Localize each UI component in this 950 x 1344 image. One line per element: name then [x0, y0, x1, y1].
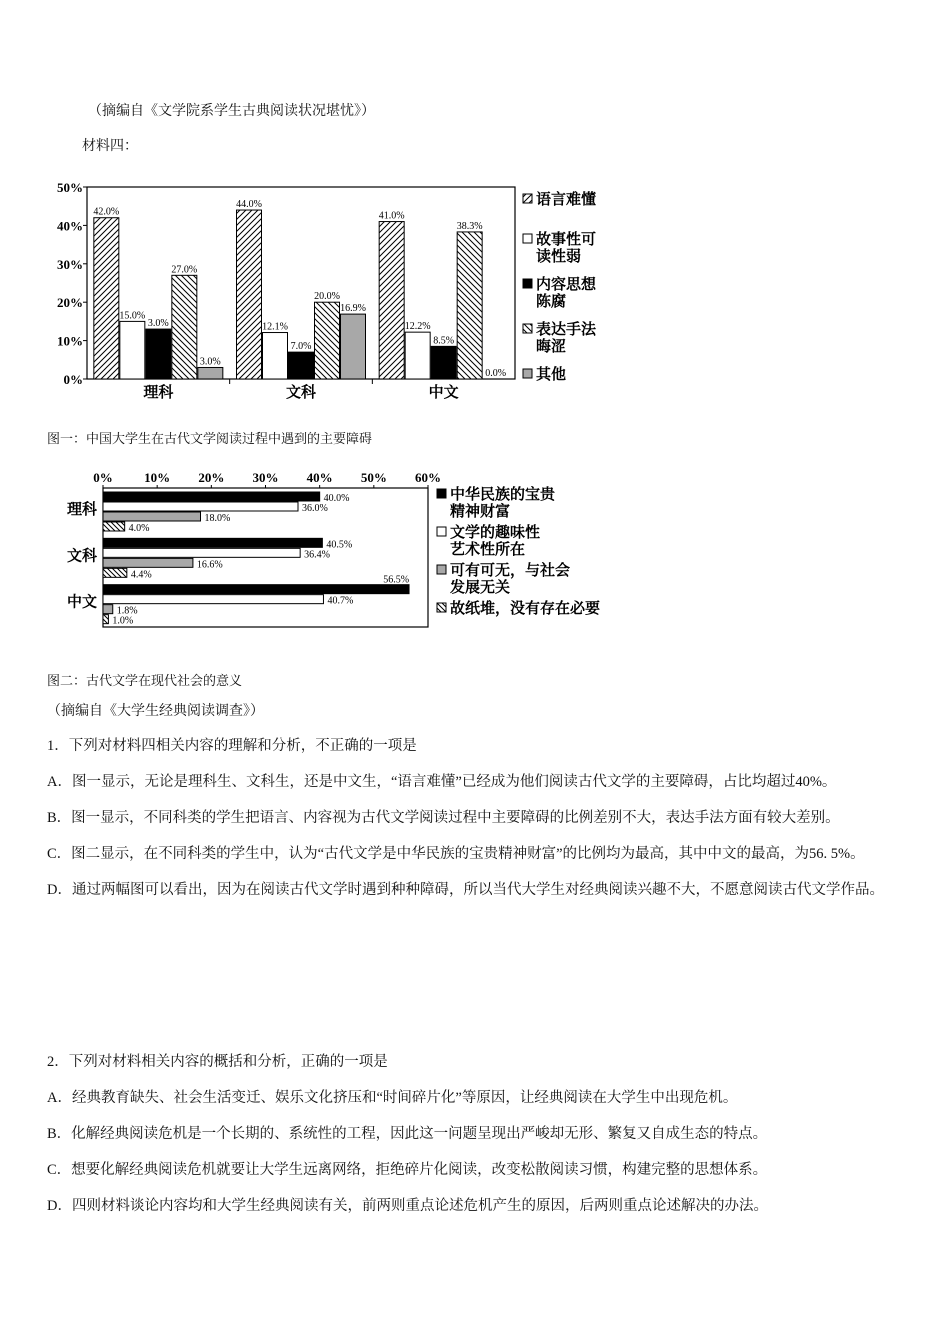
- question-one: [47, 728, 909, 908]
- bar: [103, 585, 409, 594]
- question-two-option-d: D．四则材料谈论内容均和大学生经典阅读有关，前两则重点论述危机产生的原因，后两则重点论述解决的办法。: [47, 1198, 768, 1214]
- legend-label: 发展无关: [450, 580, 511, 596]
- legend-label: 表达手法: [536, 322, 597, 338]
- data-label: 56.5%: [383, 574, 410, 586]
- bar: [315, 302, 340, 379]
- figure-two-caption: 图二：古代文学在现代社会的意义: [47, 674, 243, 689]
- question-two: [47, 1044, 909, 1224]
- legend-swatch: [523, 234, 532, 243]
- y-category-label: 文科: [66, 548, 97, 565]
- bar: [103, 492, 320, 501]
- question-two-option-c: C．想要化解经典阅读危机就要让大学生远离网络，拒绝碎片化阅读，改变松散阅读习惯，构建完整的思想体系。: [47, 1162, 768, 1178]
- x-tick-label: 30%: [252, 470, 279, 485]
- legend-label: 艺术性所在: [450, 542, 526, 558]
- y-category-label: 理科: [66, 502, 97, 518]
- x-tick-label: 0%: [93, 470, 113, 485]
- source-citation-2: （摘编自《大学生经典阅读调查》）: [47, 703, 264, 719]
- bar: [457, 232, 482, 379]
- data-label: 12.1%: [262, 321, 288, 333]
- bar: [103, 502, 298, 511]
- legend-swatch: [437, 603, 446, 612]
- data-label: 16.9%: [340, 303, 366, 315]
- figure-one-bar-chart: [40, 170, 630, 410]
- legend-label: 晦涩: [536, 339, 567, 355]
- question-one-stem: 1．下列对材料四相关内容的理解和分析，不正确的一项是: [47, 738, 417, 754]
- x-tick-label: 10%: [144, 470, 171, 485]
- legend-label: 可有可无，与社会: [450, 563, 571, 579]
- data-label: 3.0%: [147, 318, 169, 330]
- bar: [341, 314, 366, 379]
- data-label: 4.4%: [130, 569, 152, 581]
- bar: [237, 210, 262, 379]
- y-tick-label: 0%: [63, 372, 83, 387]
- data-label: 40.5%: [326, 539, 353, 551]
- bar: [103, 615, 108, 624]
- legend-label: 中华民族的宝贵: [450, 487, 556, 503]
- source-citation-1: （摘编自《文学院系学生古典阅读状况堪忧》）: [88, 103, 375, 119]
- x-tick-label: 40%: [306, 470, 333, 485]
- legend-label: 故纸堆，没有存在必要: [450, 601, 601, 617]
- legend-swatch: [523, 279, 532, 288]
- legend-label: 读性弱: [536, 249, 582, 265]
- data-label: 7.0%: [290, 341, 312, 353]
- x-category-label: 中文: [428, 385, 459, 401]
- legend-swatch: [523, 324, 532, 333]
- data-label: 1.0%: [112, 615, 134, 627]
- bar: [103, 538, 322, 547]
- legend-swatch: [437, 527, 446, 536]
- bar: [289, 352, 314, 379]
- bar: [103, 522, 125, 531]
- data-label: 44.0%: [236, 199, 262, 211]
- legend-label: 语言难懂: [536, 192, 597, 208]
- question-two-option-a: A．经典教育缺失、社会生活变迁、娱乐文化挤压和“时间碎片化”等原因，让经典阅读在大学生中出现危机。: [47, 1090, 738, 1106]
- figure-one-caption: 图一：中国大学生在古代文学阅读过程中遇到的主要障碍: [47, 432, 373, 447]
- bar: [94, 218, 119, 379]
- x-tick-label: 20%: [198, 470, 225, 485]
- figure-two-bar-chart: [55, 466, 625, 636]
- bar: [263, 333, 288, 379]
- legend-label: 故事性可: [536, 232, 597, 248]
- question-two-option-b: B．化解经典阅读危机是一个长期的、系统性的工程，因此这一问题呈现出严峻却无形、繁复又自成生态的特点。: [47, 1126, 768, 1142]
- question-one-option-c: C．图二显示，在不同科类的学生中，认为“古代文学是中华民族的宝贵精神财富”的比例均为最高，其中中文的最高，为56. 5%。: [47, 846, 865, 862]
- data-label: 38.3%: [456, 220, 483, 232]
- data-label: 18.0%: [204, 513, 231, 524]
- bar: [103, 558, 193, 567]
- y-tick-label: 10%: [57, 333, 83, 349]
- question-one-option-a: A．图一显示，无论是理科生、文科生，还是中文生，“语言难懂”已经成为他们阅读古代文学的主要障碍，占比均超过40%。: [47, 774, 837, 790]
- bar: [120, 321, 145, 379]
- material-four-label: 材料四：: [82, 138, 138, 154]
- bar: [103, 568, 127, 577]
- question-two-stem: 2．下列对材料相关内容的概括和分析，正确的一项是: [47, 1054, 388, 1070]
- bar: [103, 605, 113, 614]
- data-label: 36.4%: [304, 549, 331, 561]
- bar: [146, 329, 171, 379]
- data-label: 8.5%: [433, 335, 455, 347]
- bar: [379, 222, 404, 379]
- bar: [405, 332, 430, 379]
- data-label: 12.2%: [404, 321, 431, 333]
- y-category-label: 中文: [66, 594, 97, 611]
- x-category-label: 理科: [143, 385, 174, 401]
- x-tick-label: 50%: [360, 470, 387, 485]
- question-one-option-b: B．图一显示，不同科类的学生把语言、内容视为古代文学阅读过程中主要障碍的比例差别不大，表达手法方面有较大差别。: [47, 810, 840, 826]
- legend-label: 其他: [536, 367, 567, 383]
- data-label: 3.0%: [199, 356, 221, 368]
- x-tick-label: 60%: [415, 470, 441, 485]
- legend-label: 陈腐: [536, 294, 567, 310]
- data-label: 15.0%: [119, 310, 146, 322]
- data-label: 40.7%: [327, 595, 354, 607]
- legend-swatch: [523, 369, 532, 378]
- y-tick-label: 20%: [57, 295, 83, 311]
- legend-swatch: [437, 565, 446, 574]
- data-label: 27.0%: [171, 264, 198, 276]
- data-label: 42.0%: [93, 206, 120, 218]
- y-tick-label: 50%: [57, 180, 83, 195]
- bar: [431, 346, 456, 379]
- bar: [103, 548, 300, 557]
- data-label: 40.0%: [323, 493, 350, 504]
- legend-label: 内容思想: [536, 277, 597, 293]
- y-tick-label: 40%: [57, 218, 83, 234]
- data-label: 20.0%: [314, 291, 340, 303]
- x-category-label: 文科: [285, 385, 317, 401]
- legend-swatch: [437, 489, 446, 498]
- data-label: 0.0%: [485, 368, 507, 379]
- question-one-option-d: D．通过两幅图可以看出，因为在阅读古代文学时遇到种种障碍，所以当代大学生对经典阅读兴趣不大，不愿意阅读古代文学作品。: [47, 882, 884, 898]
- legend-label: 精神财富: [450, 504, 511, 520]
- bar: [198, 367, 223, 379]
- data-label: 16.6%: [196, 559, 223, 571]
- data-label: 41.0%: [378, 210, 405, 222]
- legend-swatch: [523, 194, 532, 203]
- bar: [103, 512, 201, 521]
- bar: [103, 595, 323, 604]
- data-label: 4.0%: [128, 523, 150, 534]
- bar: [172, 275, 197, 379]
- data-label: 1.8%: [116, 605, 138, 617]
- y-tick-label: 30%: [57, 256, 83, 272]
- legend-label: 文学的趣味性: [450, 525, 541, 541]
- data-label: 36.0%: [302, 503, 328, 514]
